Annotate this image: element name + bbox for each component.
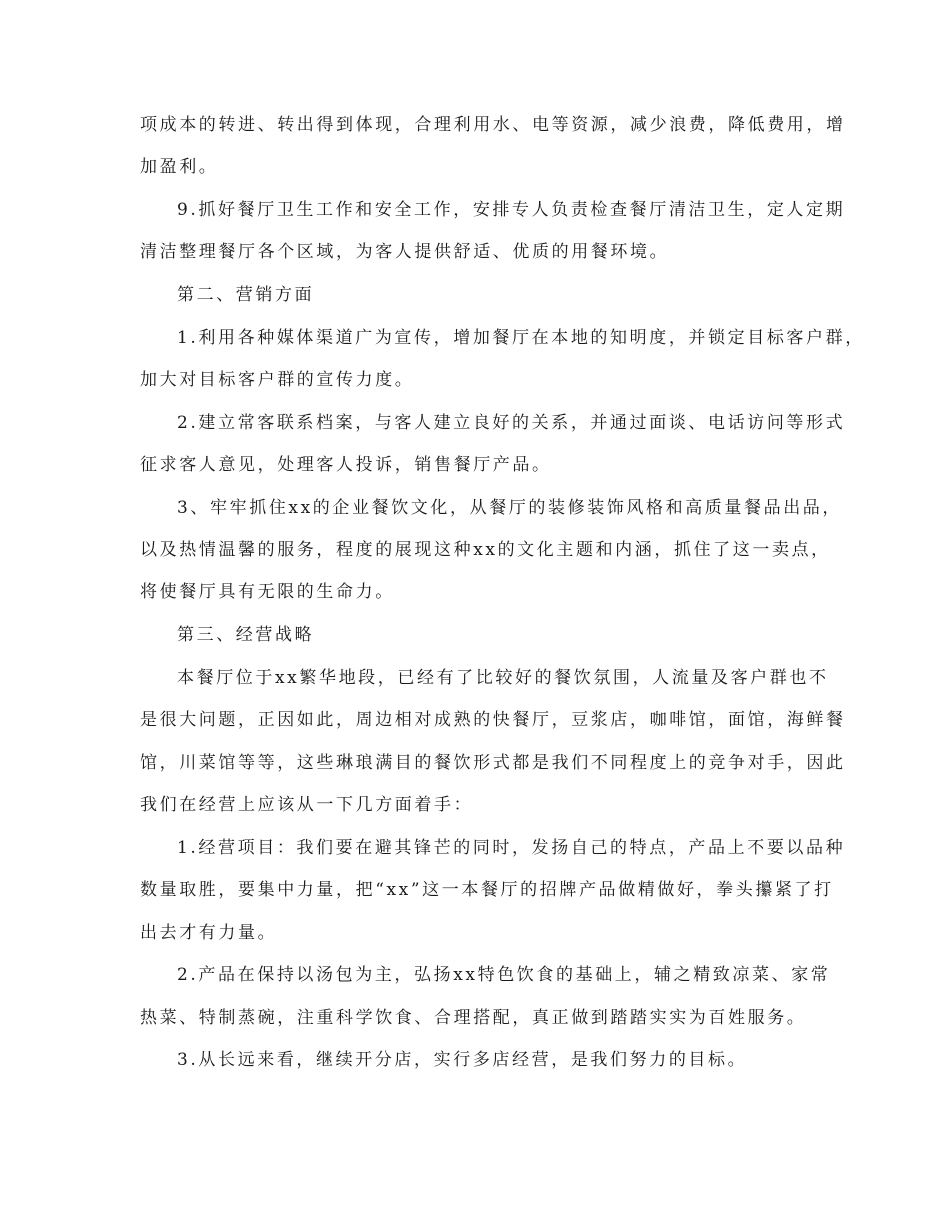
text-line: 1.利用各种媒体渠道广为宣传，增加餐厅在本地的知明度，并锁定目标客户群， xyxy=(177,328,865,348)
text-line: 清洁整理餐厅各个区域，为客人提供舒适、优质的用餐环境。 xyxy=(140,242,670,262)
text-line: 项成本的转进、转出得到体现，合理利用水、电等资源，减少浪费，降低费用，增 xyxy=(140,115,846,135)
text-line: 出去才有力量。 xyxy=(140,923,278,943)
text-line: 本餐厅位于xx繁华地段，已经有了比较好的餐饮氛围，人流量及客户群也不 xyxy=(177,668,829,688)
section-heading: 第三、经营战略 xyxy=(177,625,315,645)
text-line: 数量取胜，要集中力量，把“xx”这一本餐厅的招牌产品做精做好，拳头攥紧了打 xyxy=(140,880,834,900)
text-line: 3、牢牢抓住xx的企业餐饮文化，从餐厅的装修装饰风格和高质量餐品出品， xyxy=(177,498,842,518)
text-line: 热菜、特制蒸碗，注重科学饮食、合理搭配，真正做到踏踏实实为百姓服务。 xyxy=(140,1008,807,1028)
text-line: 是很大问题，正因如此，周边相对成熟的快餐厅，豆浆店，咖啡馆，面馆，海鲜餐 xyxy=(140,710,846,730)
text-line: 将使餐厅具有无限的生命力。 xyxy=(140,582,395,602)
text-line: 3.从长远来看，继续开分店，实行多店经营，是我们努力的目标。 xyxy=(177,1050,748,1070)
text-line: 以及热情温馨的服务，程度的展现这种xx的文化主题和内涵，抓住了这一卖点， xyxy=(140,540,831,560)
text-line: 2.建立常客联系档案，与客人建立良好的关系，并通过面谈、电话访问等形式 xyxy=(177,413,846,433)
text-line: 1.经营项目：我们要在避其锋芒的同时，发扬自己的特点，产品上不要以品种 xyxy=(177,838,846,858)
text-line: 加大对目标客户群的宣传力度。 xyxy=(140,370,415,390)
text-line: 我们在经营上应该从一下几方面着手： xyxy=(140,795,474,815)
text-line: 2.产品在保持以汤包为主，弘扬xx特色饮食的基础上，辅之精致凉菜、家常 xyxy=(177,965,831,985)
text-line: 征求客人意见，处理客人投诉，销售餐厅产品。 xyxy=(140,455,552,475)
text-line: 馆，川菜馆等等，这些琳琅满目的餐饮形式都是我们不同程度上的竞争对手，因此 xyxy=(140,753,846,773)
text-line: 加盈利。 xyxy=(140,157,219,177)
section-heading: 第二、营销方面 xyxy=(177,285,315,305)
text-line: 9.抓好餐厅卫生工作和安全工作，安排专人负责检查餐厅清洁卫生，定人定期 xyxy=(177,200,846,220)
